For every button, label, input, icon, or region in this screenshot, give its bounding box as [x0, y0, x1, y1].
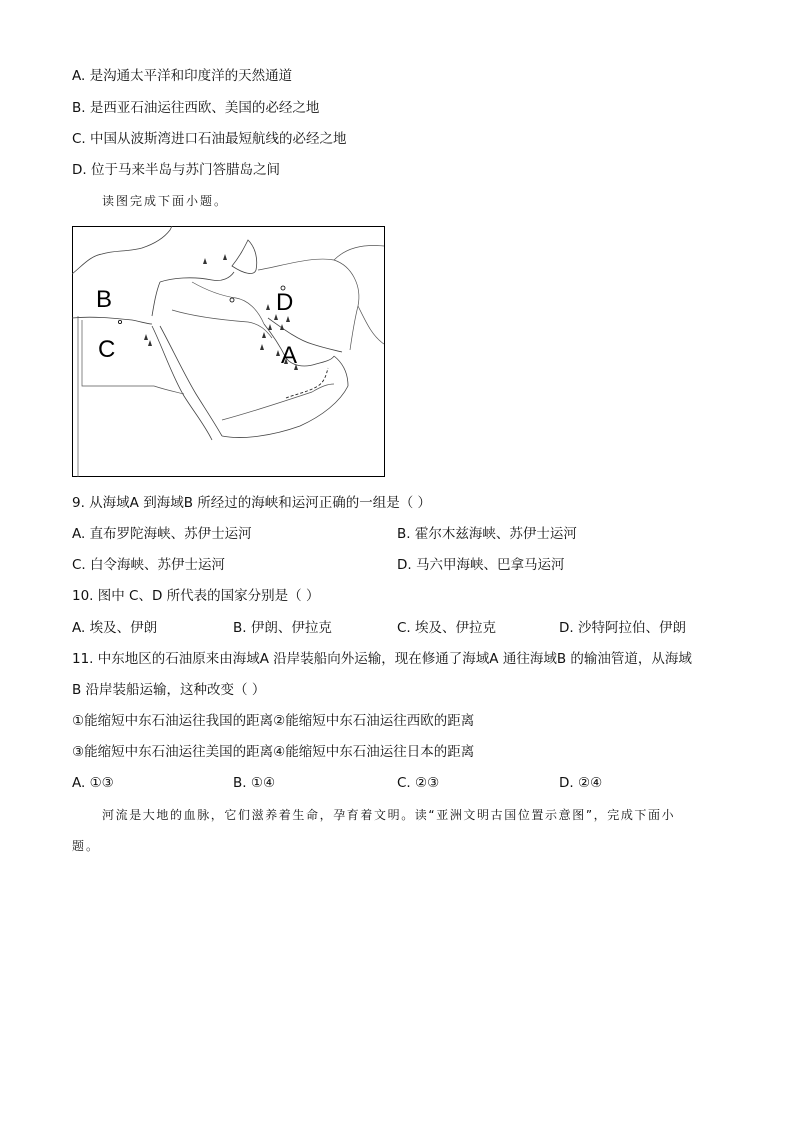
q11-option-d: D. ②④: [559, 775, 603, 791]
map-intro: 读图完成下面小题。: [102, 194, 229, 208]
q9-option-a: A. 直布罗陀海峡、苏伊士运河: [72, 526, 252, 542]
q10-option-a: A. 埃及、伊朗: [72, 620, 158, 636]
q9-option-d: D. 马六甲海峡、巴拿马运河: [397, 557, 565, 573]
map-label-a: A: [281, 342, 298, 369]
q11-stem-line2: B 沿岸装船运输，这种改变（ ）: [72, 682, 266, 698]
q11-option-c: C. ②③: [397, 775, 440, 791]
middle-east-map: [72, 226, 385, 477]
prev-option-b: B. 是西亚石油运往西欧、美国的必经之地: [72, 100, 320, 116]
next-intro-line1: 河流是大地的血脉，它们滋养着生命，孕育着文明。读“亚洲文明古国位置示意图”，完成下面小: [102, 808, 676, 822]
q11-stem-line1: 11. 中东地区的石油原来由海域A 沿岸装船向外运输，现在修通了海域A 通往海域B 的输油管道，从海域: [72, 651, 692, 667]
q10-stem: 10. 图中 C、D 所代表的国家分别是（ ）: [72, 588, 320, 604]
q11-option-b: B. ①④: [233, 775, 276, 791]
q9-option-c: C. 白令海峡、苏伊士运河: [72, 557, 226, 573]
prev-option-c: C. 中国从波斯湾进口石油最短航线的必经之地: [72, 131, 347, 147]
map-label-c: C: [98, 336, 116, 363]
map-label-b: B: [96, 286, 113, 313]
q10-option-c: C. 埃及、伊拉克: [397, 620, 497, 636]
q9-stem: 9. 从海域A 到海域B 所经过的海峡和运河正确的一组是（ ）: [72, 495, 432, 511]
prev-option-d: D. 位于马来半岛与苏门答腊岛之间: [72, 162, 280, 178]
next-intro-line2: 题。: [72, 839, 101, 853]
q10-option-b: B. 伊朗、伊拉克: [233, 620, 332, 636]
q11-option-a: A. ①③: [72, 775, 114, 791]
prev-option-a: A. 是沟通太平洋和印度洋的天然通道: [72, 68, 293, 84]
q11-item-2: ③能缩短中东石油运往美国的距离④能缩短中东石油运往日本的距离: [72, 744, 475, 760]
q11-item-1: ①能缩短中东石油运往我国的距离②能缩短中东石油运往西欧的距离: [72, 713, 475, 729]
q10-option-d: D. 沙特阿拉伯、伊朗: [559, 620, 686, 636]
map-label-d: D: [276, 289, 294, 316]
q9-option-b: B. 霍尔木兹海峡、苏伊士运河: [397, 526, 577, 542]
